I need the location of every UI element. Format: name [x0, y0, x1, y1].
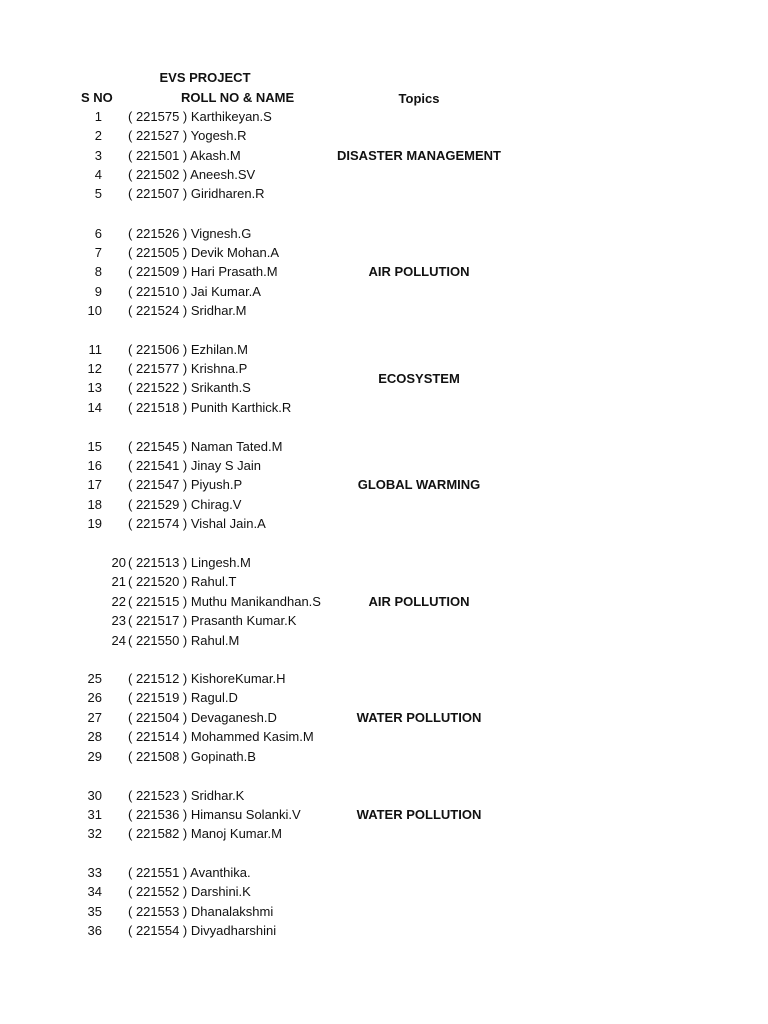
- row-name: ( 221519 ) Ragul.D: [128, 690, 238, 705]
- row-sno: 10: [87, 303, 102, 318]
- row-name: ( 221526 ) Vignesh.G: [128, 226, 252, 241]
- row-sno: 8: [94, 264, 102, 279]
- row-name: ( 221515 ) Muthu Manikandhan.S: [128, 594, 321, 609]
- row-sno: 28: [87, 729, 102, 744]
- row-name: ( 221582 ) Manoj Kumar.M: [128, 826, 282, 841]
- row-name: ( 221522 ) Srikanth.S: [128, 380, 251, 395]
- row-sno: 13: [87, 380, 102, 395]
- row-name: ( 221524 ) Sridhar.M: [128, 303, 247, 318]
- row-sno: 11: [88, 342, 102, 357]
- row-sno: 14: [87, 400, 102, 415]
- row-name: ( 221505 ) Devik Mohan.A: [128, 245, 280, 260]
- row-name: ( 221506 ) Ezhilan.M: [128, 342, 248, 357]
- row-name: ( 221510 ) Jai Kumar.A: [128, 284, 261, 299]
- row-sno: 19: [87, 516, 102, 531]
- row-name: ( 221575 ) Karthikeyan.S: [128, 109, 272, 124]
- row-sno: 2: [94, 128, 102, 143]
- row-sno: 12: [87, 361, 102, 376]
- row-name: ( 221517 ) Prasanth Kumar.K: [128, 613, 297, 628]
- row-sno: 4: [94, 167, 102, 182]
- row-name: ( 221552 ) Darshini.K: [128, 884, 251, 899]
- row-name: ( 221574 ) Vishal Jain.A: [128, 516, 266, 531]
- header-topics: Topics: [398, 91, 440, 106]
- row-name: ( 221551 ) Avanthika.: [128, 865, 251, 880]
- topic-label: WATER POLLUTION: [356, 710, 482, 725]
- row-sno: 3: [94, 148, 102, 163]
- row-name: ( 221529 ) Chirag.V: [128, 497, 242, 512]
- row-sno: 34: [87, 884, 102, 899]
- header-sno: S NO: [81, 90, 113, 105]
- row-sno: 24: [111, 633, 126, 648]
- row-sno: 18: [87, 497, 102, 512]
- row-name: ( 221508 ) Gopinath.B: [128, 749, 256, 764]
- row-sno: 32: [87, 826, 102, 841]
- row-sno: 7: [94, 245, 102, 260]
- row-name: ( 221541 ) Jinay S Jain: [128, 458, 261, 473]
- document-title: EVS PROJECT: [159, 70, 251, 85]
- row-sno: 5: [94, 186, 102, 201]
- row-name: ( 221536 ) Himansu Solanki.V: [128, 807, 301, 822]
- row-name: ( 221502 ) Aneesh.SV: [128, 167, 256, 182]
- row-sno: 16: [87, 458, 102, 473]
- row-sno: 26: [87, 690, 102, 705]
- row-name: ( 221577 ) Krishna.P: [128, 361, 248, 376]
- row-name: ( 221554 ) Divyadharshini: [128, 923, 277, 938]
- row-name: ( 221523 ) Sridhar.K: [128, 788, 245, 803]
- row-sno: 23: [111, 613, 126, 628]
- row-sno: 30: [87, 788, 102, 803]
- row-sno: 27: [87, 710, 102, 725]
- row-name: ( 221509 ) Hari Prasath.M: [128, 264, 278, 279]
- row-sno: 29: [87, 749, 102, 764]
- row-name: ( 221507 ) Giridharen.R: [128, 186, 265, 201]
- row-name: ( 221527 ) Yogesh.R: [128, 128, 247, 143]
- row-sno: 9: [94, 284, 102, 299]
- row-name: ( 221545 ) Naman Tated.M: [128, 439, 283, 454]
- row-name: ( 221553 ) Dhanalakshmi: [128, 904, 274, 919]
- row-name: ( 221514 ) Mohammed Kasim.M: [128, 729, 314, 744]
- row-sno: 6: [94, 226, 102, 241]
- row-sno: 15: [87, 439, 102, 454]
- row-sno: 21: [111, 574, 126, 589]
- row-sno: 25: [87, 671, 102, 686]
- row-name: ( 221547 ) Piyush.P: [128, 477, 243, 492]
- row-sno: 33: [87, 865, 102, 880]
- header-roll-name: ROLL NO & NAME: [181, 90, 295, 105]
- topic-label: WATER POLLUTION: [356, 807, 482, 822]
- topic-label: DISASTER MANAGEMENT: [337, 148, 501, 163]
- row-sno: 22: [111, 594, 126, 609]
- row-sno: 36: [87, 923, 102, 938]
- row-name: ( 221550 ) Rahul.M: [128, 633, 240, 648]
- row-name: ( 221518 ) Punith Karthick.R: [128, 400, 292, 415]
- row-sno: 17: [87, 477, 102, 492]
- topic-label: AIR POLLUTION: [368, 264, 470, 279]
- row-sno: 1: [94, 109, 102, 124]
- topic-label: ECOSYSTEM: [378, 371, 460, 386]
- row-name: ( 221520 ) Rahul.T: [128, 574, 237, 589]
- row-sno: 31: [87, 807, 102, 822]
- row-sno: 35: [87, 904, 102, 919]
- row-sno: 20: [111, 555, 126, 570]
- topic-label: AIR POLLUTION: [368, 594, 470, 609]
- row-name: ( 221512 ) KishoreKumar.H: [128, 671, 286, 686]
- row-name: ( 221501 ) Akash.M: [128, 148, 241, 163]
- row-name: ( 221513 ) Lingesh.M: [128, 555, 251, 570]
- row-name: ( 221504 ) Devaganesh.D: [128, 710, 277, 725]
- topic-label: GLOBAL WARMING: [357, 477, 481, 492]
